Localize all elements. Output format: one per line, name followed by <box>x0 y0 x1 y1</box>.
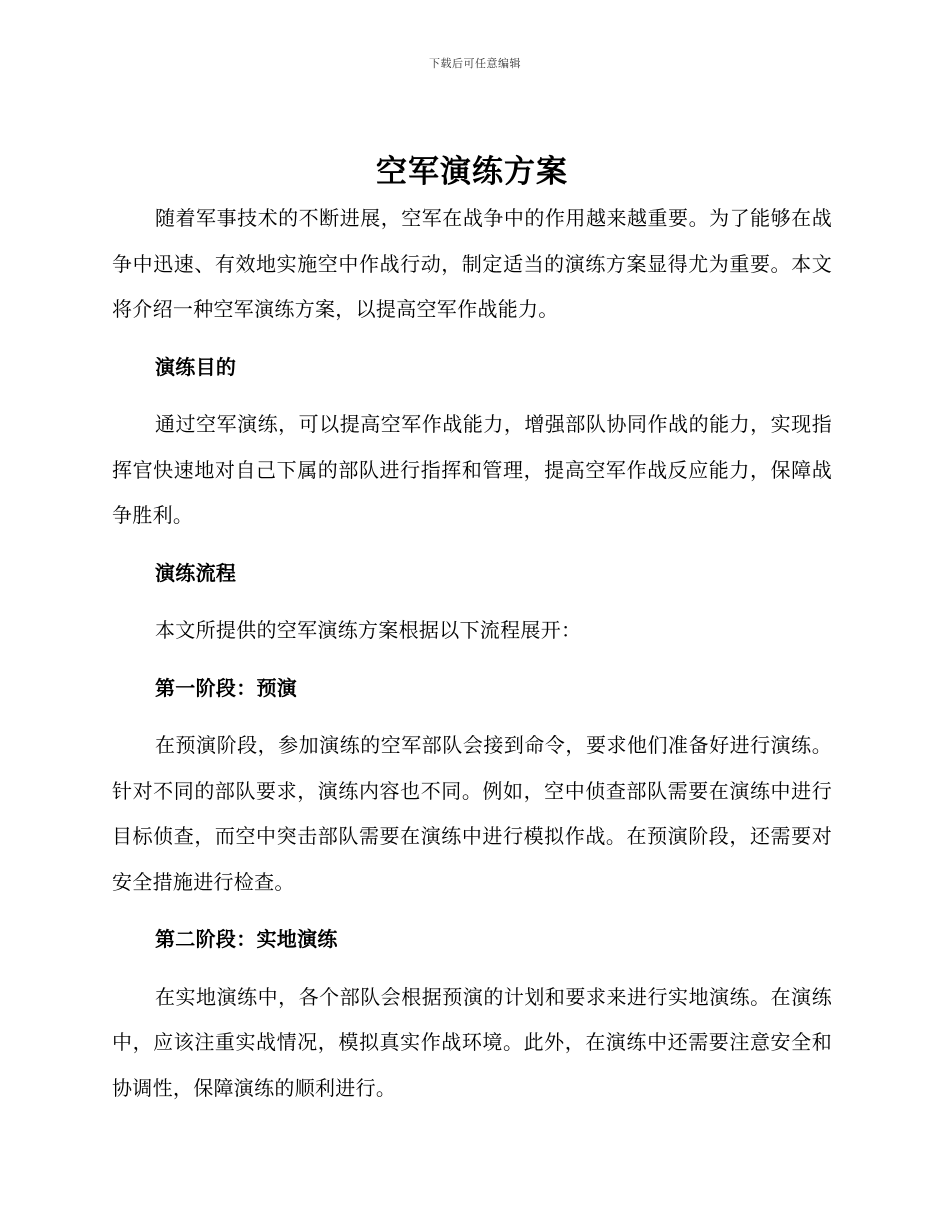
section-text-stage1: 在预演阶段，参加演练的空军部队会接到命令，要求他们准备好进行演练。针对不同的部队要求，演练内容也不同。例如，空中侦查部队需要在演练中进行目标侦查，而空中突击部队需要在演练中进行模拟作战。在预演阶段，还需要对安全措施进行检查。 <box>112 733 832 894</box>
section-text-stage2: 在实地演练中，各个部队会根据预演的计划和要求来进行实地演练。在演练中，应该注重实战情况，模拟真实作战环境。此外，在演练中还需要注意安全和协调性，保障演练的顺利进行。 <box>112 984 832 1100</box>
section-text-process: 本文所提供的空军演练方案根据以下流程展开： <box>155 618 582 642</box>
intro-paragraph: 随着军事技术的不断进展，空军在战争中的作用越来越重要。为了能够在战争中迅速、有效地实施空中作战行动，制定适当的演练方案显得尤为重要。本文将介绍一种空军演练方案，以提高空军作战能力。 <box>112 206 832 321</box>
section-heading-stage1: 第一阶段：预演 <box>155 675 298 700</box>
header-note: 下载后可任意编辑 <box>429 57 521 70</box>
document-body <box>112 148 832 1111</box>
section-text-purpose: 通过空军演练，可以提高空军作战能力，增强部队协同作战的能力，实现指挥官快速地对自己下属的部队进行指挥和管理，提高空军作战反应能力，保障战争胜利。 <box>112 412 832 527</box>
section-heading-purpose: 演练目的 <box>155 354 237 379</box>
section-heading-stage2: 第二阶段：实地演练 <box>155 927 338 951</box>
document-title: 空军演练方案 <box>376 154 568 190</box>
section-heading-process: 演练流程 <box>155 560 237 585</box>
